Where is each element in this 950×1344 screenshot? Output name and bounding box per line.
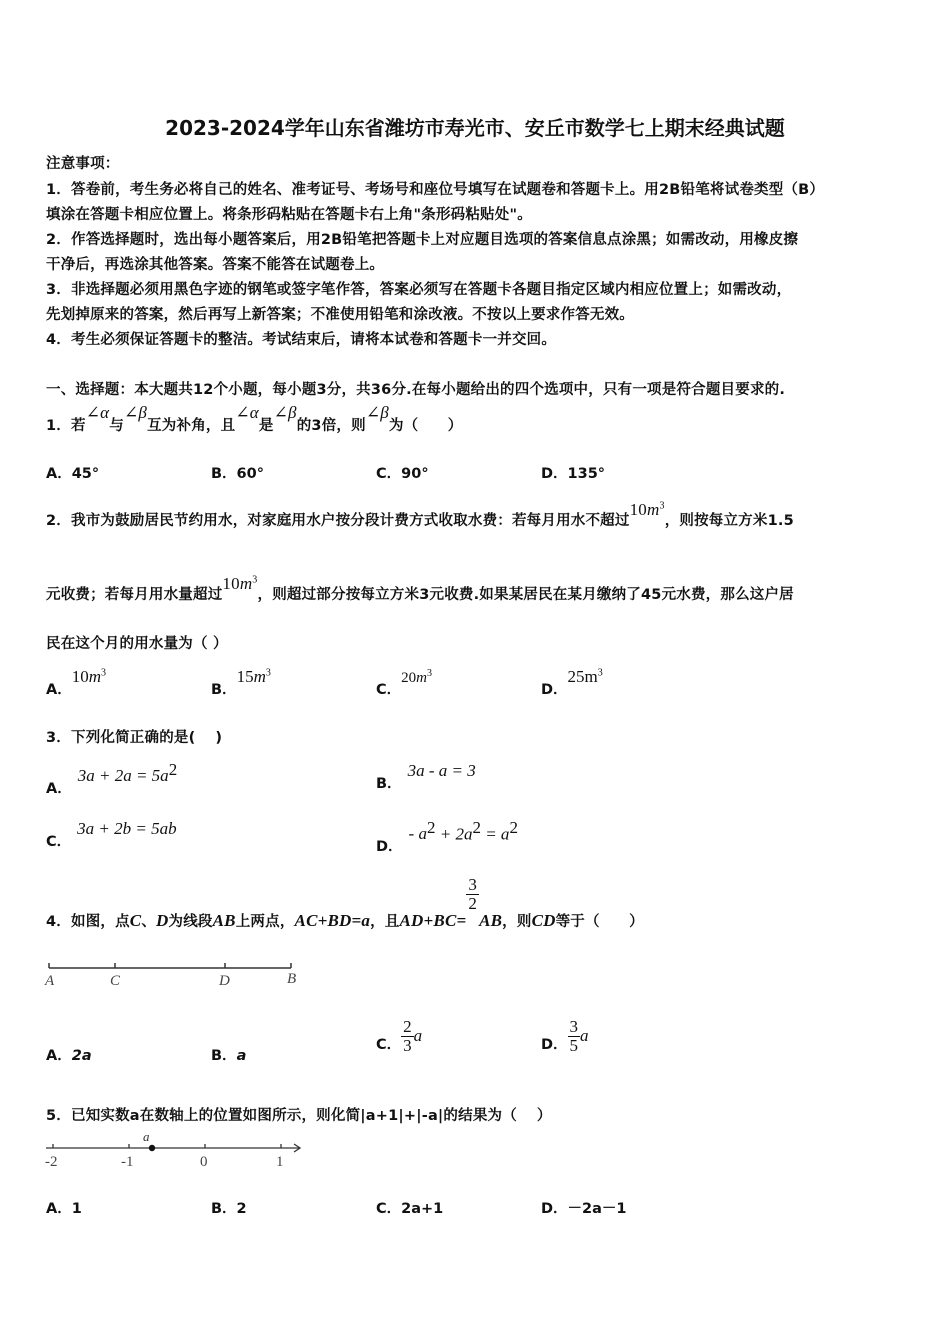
question-4-option-c: C． $\frac{2}{3}$ a xyxy=(376,1017,423,1055)
question-2-line-3: 民在这个月的用水量为（ ） xyxy=(46,636,228,652)
question-1-option-d: D．135° xyxy=(541,466,606,482)
point-a xyxy=(149,1145,155,1151)
page-title: 2023-2024学年山东省潍坊市寿光市、安丘市数学七上期末经典试题 xyxy=(165,116,785,140)
question-2-option-a: A．$10m^3$ xyxy=(46,667,107,698)
point-label-d: D xyxy=(219,973,230,989)
question-3-option-b: B．3a - a = 3 xyxy=(376,761,476,792)
question-3-stem: 3．下列化简正确的是( ) xyxy=(46,730,223,746)
point-label-a: A xyxy=(45,973,55,989)
question-2-option-d: D．$25m^3$ xyxy=(541,667,603,698)
notice-line: 干净后，再选涂其他答案。答案不能答在试题卷上。 xyxy=(46,257,385,273)
notice-heading: 注意事项： xyxy=(46,156,120,172)
question-5-option-c: C．2a+1 xyxy=(376,1201,444,1217)
point-a-label: a xyxy=(143,1129,150,1144)
fraction-three-halves: $\frac{3}{2}$ xyxy=(468,875,478,913)
point-label-b: B xyxy=(287,971,297,987)
question-4-option-d: D． $\frac{3}{5}$ a xyxy=(541,1017,589,1055)
question-5-option-a: A．1 xyxy=(46,1201,82,1217)
question-4-option-b: B．a xyxy=(211,1048,247,1064)
question-5-option-d: D．－2a－1 xyxy=(541,1201,627,1217)
point-label-c: C xyxy=(110,973,121,989)
notice-line: 先划掉原来的答案，然后再写上新答案；不准使用铅笔和涂改液。不按以上要求作答无效。 xyxy=(46,307,634,323)
notice-line: 2．作答选择题时，选出每小题答案后，用2B铅笔把答题卡上对应题目选项的答案信息点涂黑；如需改动，用橡皮擦 xyxy=(46,232,799,248)
question-4-option-a: A．2a xyxy=(46,1048,92,1064)
notice-line: 3．非选择题必须用黑色字迹的钢笔或签字笔作答，答案必须写在答题卡各题目指定区域内相应位置上；如需改动， xyxy=(46,282,792,298)
question-1-option-c: C．90° xyxy=(376,466,429,482)
notice-line: 4．考生必须保证答题卡的整洁。考试结束后，请将本试卷和答题卡一并交回。 xyxy=(46,332,557,348)
notice-line: 1．答卷前，考生务必将自己的姓名、准考证号、考场号和座位号填写在试题卷和答题卡上。用2B铅笔将试卷类型（B） xyxy=(46,182,825,198)
question-2-line-1: 2．我市为鼓励居民节约用水，对家庭用水户按分段计费方式收取水费：若每月用水不超过$10m^3$，则按每立方米1.5 xyxy=(46,500,794,529)
question-1-option-a: A．45° xyxy=(46,466,100,482)
number-line xyxy=(38,1128,308,1176)
notice-line: 填涂在答题卡相应位置上。将条形码粘贴在答题卡右上角"条形码粘贴处"。 xyxy=(46,207,532,223)
question-5-option-b: B．2 xyxy=(211,1201,247,1217)
tick-label: 0 xyxy=(200,1154,208,1170)
tick-label: -2 xyxy=(45,1154,58,1170)
tick-label: -1 xyxy=(121,1154,134,1170)
question-5-stem: 5．已知实数a在数轴上的位置如图所示，则化简|a+1|+|-a|的结果为（ ） xyxy=(46,1108,552,1124)
question-3-option-d: D．- $a^2 + 2a^2 = a^2$ xyxy=(376,818,518,856)
question-2-option-b: B．$15m^3$ xyxy=(211,667,271,698)
question-3-option-c: C．3a + 2b = 5ab xyxy=(46,819,177,850)
tick-label: 1 xyxy=(276,1154,284,1170)
question-2-option-c: C．$20m^3$ xyxy=(376,668,432,698)
segment-diagram xyxy=(40,955,310,995)
question-4-stem: 4．如图，点C、D为线段AB上两点，AC+BD=a，且AD+BC= $\frac{3}{2}$ AB，则CD等于（ ） xyxy=(46,875,644,930)
section-heading: 一、选择题：本大题共12个小题，每小题3分，共36分.在每小题给出的四个选项中，只有一项是符合题目要求的. xyxy=(46,382,786,398)
question-2-line-2: 元收费；若每月用水量超过$10m^3$，则超过部分按每立方米3元收费.如果某居民在某月缴纳了45元水费，那么这户居 xyxy=(46,574,794,603)
question-3-option-a: A．$3a + 2a = 5a^2$ xyxy=(46,760,178,798)
question-1-stem: 1．若∠α与∠β互为补角，且∠α是∠β的3倍，则∠β为（ ） xyxy=(46,403,463,434)
question-1-option-b: B．60° xyxy=(211,466,264,482)
